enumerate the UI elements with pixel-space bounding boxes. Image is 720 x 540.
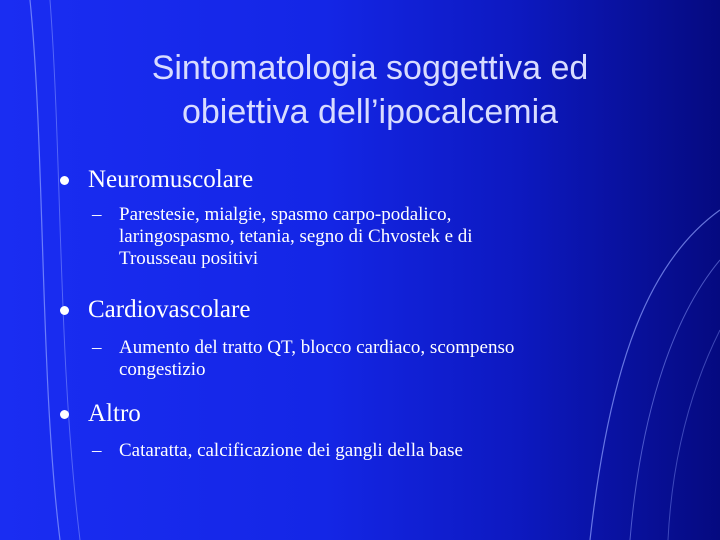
bullet-label: Neuromuscolare bbox=[88, 166, 254, 193]
sub-item-text bbox=[119, 337, 639, 381]
sub-item-line: Aumento del tratto QT, blocco cardiaco, scompenso bbox=[119, 337, 515, 358]
dash-marker-icon: – bbox=[92, 337, 102, 358]
dash-marker-icon: – bbox=[92, 204, 102, 225]
sub-item-text bbox=[119, 440, 639, 462]
bullet-dot-icon bbox=[60, 410, 69, 419]
sub-item-line: Trousseau positivi bbox=[119, 248, 259, 269]
sub-item-line: laringospasmo, tetania, segno di Chvostek e di bbox=[119, 226, 473, 247]
dash-marker-icon: – bbox=[92, 440, 102, 461]
slide-title bbox=[60, 46, 680, 134]
slide-title-line: obiettiva dell’ipocalcemia bbox=[181, 93, 559, 131]
bullet-dot-icon bbox=[60, 306, 69, 315]
sub-item-text bbox=[119, 204, 639, 270]
bullet-dot-icon bbox=[60, 176, 69, 185]
sub-item-line: Cataratta, calcificazione dei gangli della base bbox=[119, 440, 463, 461]
sub-item-line: congestizio bbox=[119, 359, 206, 380]
slide-title-line: Sintomatologia soggettiva ed bbox=[151, 49, 589, 87]
bullet-label: Altro bbox=[88, 400, 141, 427]
bullet-label: Cardiovascolare bbox=[88, 296, 251, 323]
sub-item-line: Parestesie, mialgie, spasmo carpo-podalico, bbox=[119, 204, 452, 225]
